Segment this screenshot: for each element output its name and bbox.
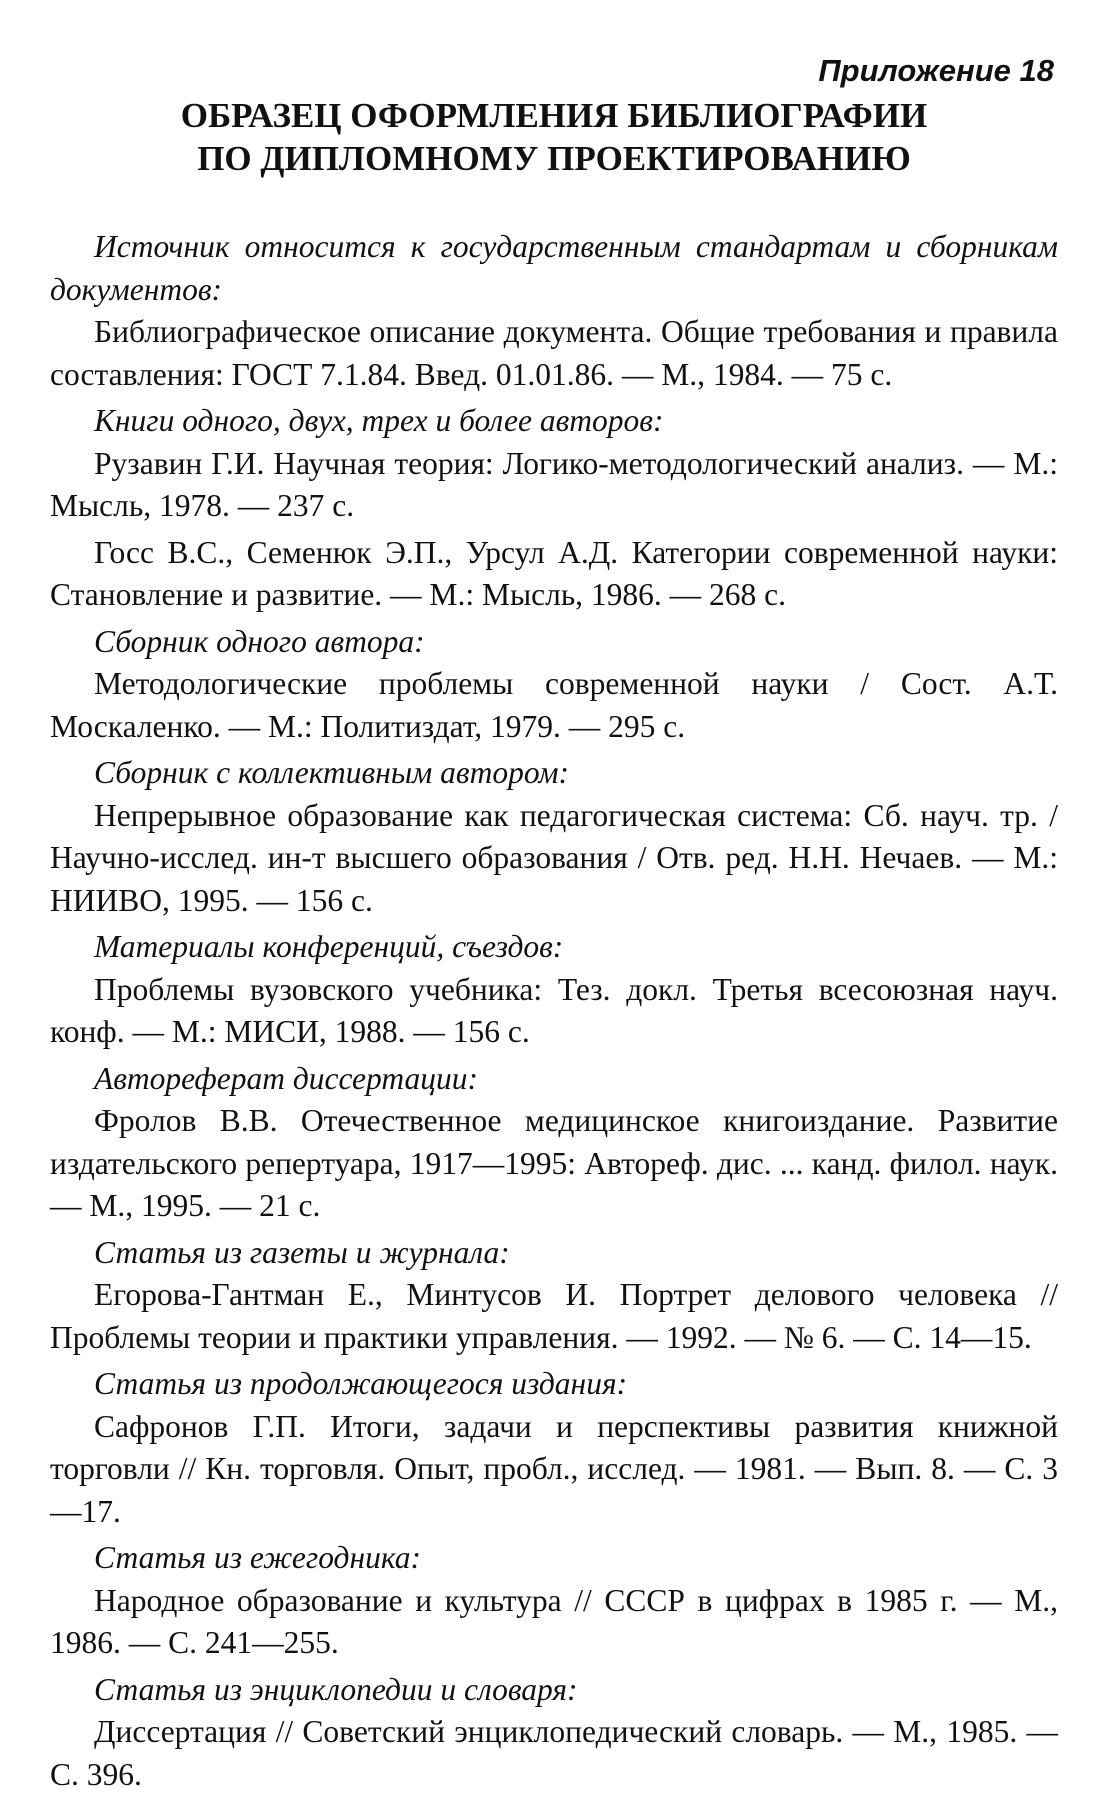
reference-entry: Непрерывное образование как педагогическая система: Сб. науч. тр. / Научно-исслед. ин-т высшего образования / Отв. ред. Н.Н. Нечаев. — М.: НИИВО, 1995. — 156 с. xyxy=(50,797,1058,918)
category-heading: Статья из энциклопедии и словаря: xyxy=(94,1671,578,1707)
reference-entry: Диссертация // Советский энциклопедический словарь. — М., 1985. — С. 396. xyxy=(50,1714,1058,1792)
page-title xyxy=(50,94,1058,180)
category-heading: Статья из газеты и журнала: xyxy=(94,1234,510,1270)
category-heading: Статья из продолжающегося издания: xyxy=(94,1366,628,1401)
category-heading: Источник относится к государственным стандартам и сборникам документов: xyxy=(50,229,1058,307)
page-title-line-1: ОБРАЗЕЦ ОФОРМЛЕНИЯ БИБЛИОГРАФИИ xyxy=(180,96,928,135)
bibliography-list xyxy=(50,226,1058,1796)
reference-entry: Фролов В.В. Отечественное медицинское книгоиздание. Развитие издательского репертуара, 1917—1995: Автореф. дис. ... канд. филол. наук. — М., 1995. — 21 с. xyxy=(50,1103,1058,1223)
category-heading: Сборник с коллективным автором: xyxy=(94,755,569,790)
category-heading: Статья из ежегодника: xyxy=(94,1540,422,1575)
reference-entry: Библиографическое описание документа. Общие требования и правила составления: ГОСТ 7.1.84. Введ. 01.01.86. — М., 1984. — 75 с. xyxy=(50,314,1058,392)
appendix-label: Приложение 18 xyxy=(818,53,1054,88)
reference-entry: Егорова-Гантман Е., Минтусов И. Портрет делового человека // Проблемы теории и практики управления. — 1992. — № 6. — С. 14—15. xyxy=(50,1277,1058,1355)
reference-entry: Госс В.С., Семенюк Э.П., Урсул А.Д. Категории современной науки: Становление и развитие. — М.: Мысль, 1986. — 268 с. xyxy=(50,534,1058,612)
category-heading: Книги одного, двух, трех и более авторов: xyxy=(94,403,664,438)
page-title-line-2: ПО ДИПЛОМНОМУ ПРОЕКТИРОВАНИЮ xyxy=(197,139,911,178)
category-heading: Материалы конференций, съездов: xyxy=(94,929,564,964)
reference-entry: Сафронов Г.П. Итоги, задачи и перспективы развития книжной торговли // Кн. торговля. Опыт, пробл., исслед. — 1981. — Вып. 8. — С. 3—17. xyxy=(50,1408,1058,1529)
reference-entry: Проблемы вузовского учебника: Тез. докл. Третья всесоюзная науч. конф. — М.: МИСИ, 1988. — 156 с. xyxy=(50,971,1058,1049)
reference-entry: Рузавин Г.И. Научная теория: Логико-методологический анализ. — М.: Мысль, 1978. — 237 с. xyxy=(50,445,1058,523)
reference-entry: Народное образование и культура // СССР в цифрах в 1985 г. — М., 1986. — С. 241—255. xyxy=(50,1582,1058,1660)
category-heading: Автореферат диссертации: xyxy=(94,1060,478,1096)
category-heading: Сборник одного автора: xyxy=(94,623,425,659)
reference-entry: Методологические проблемы современной науки / Сост. А.Т. Москаленко. — М.: Политиздат, 1979. — 295 с. xyxy=(50,666,1058,744)
